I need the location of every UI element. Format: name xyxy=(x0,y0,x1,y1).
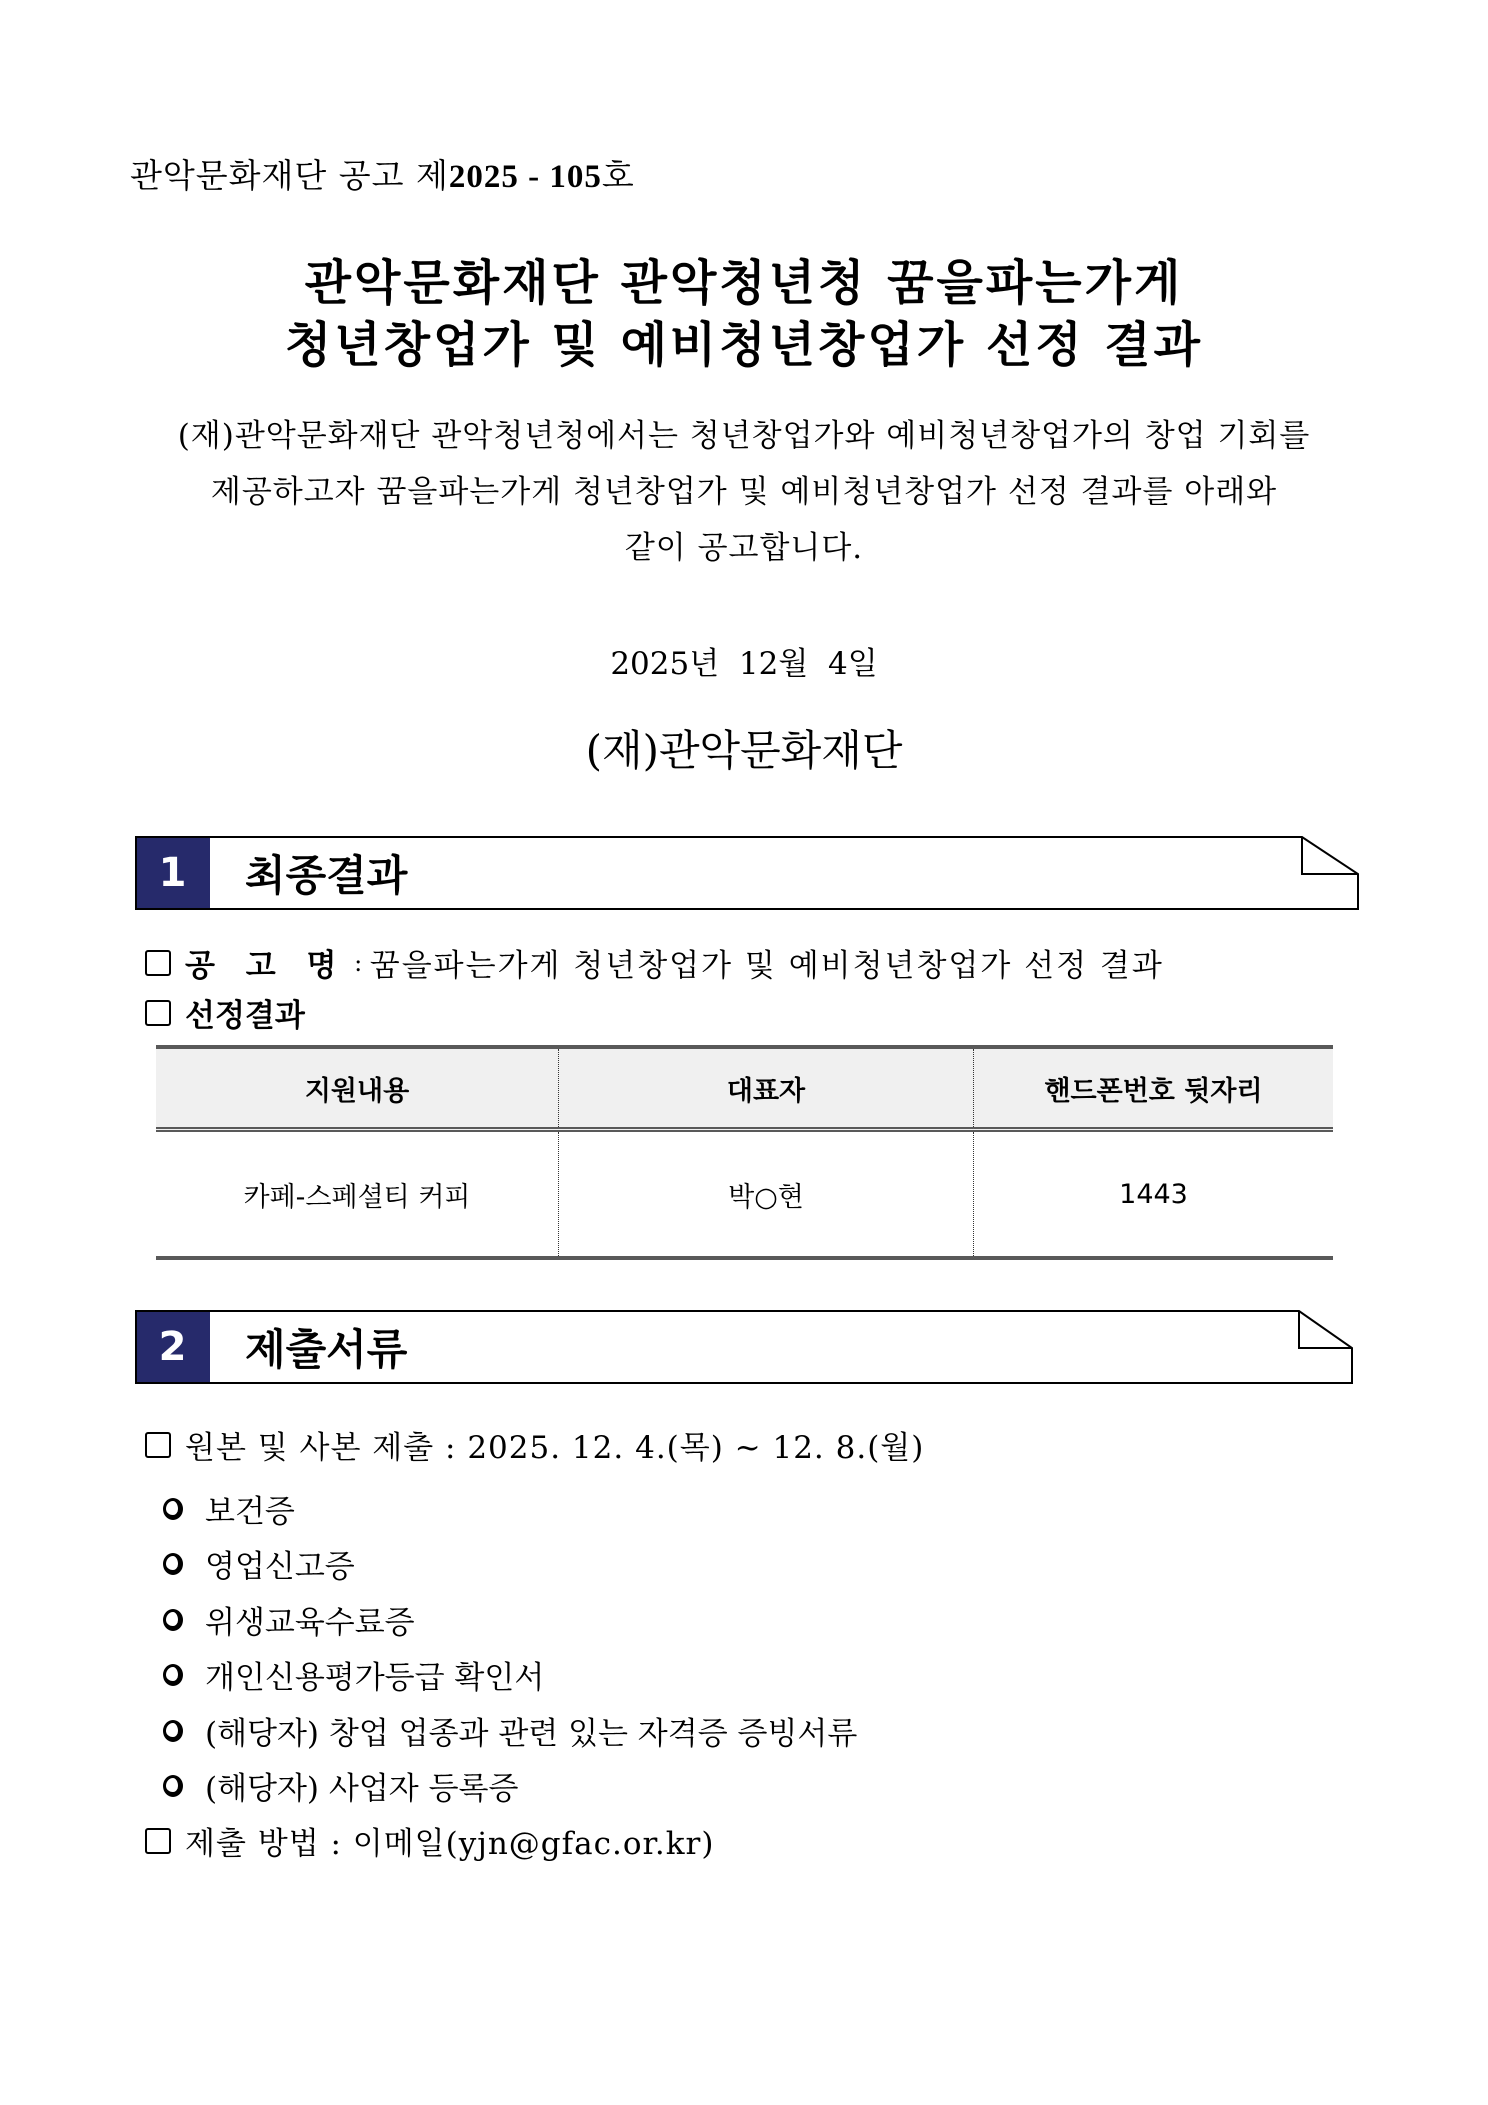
page-title-line-1: 관악문화재단 관악청년청 꿈을파는가게 xyxy=(304,255,1184,311)
document-item xyxy=(163,1652,544,1697)
table-header-row xyxy=(156,1047,1333,1130)
document-item xyxy=(163,1763,518,1808)
page-title-line-2: 청년창업가 및 예비청년창업가 선정 결과 xyxy=(284,317,1204,373)
square-bullet-icon xyxy=(145,950,171,976)
document-item xyxy=(163,1486,295,1531)
circle-bullet-icon xyxy=(163,1664,183,1686)
submission-method-item xyxy=(145,1818,714,1863)
notice-number xyxy=(130,150,635,197)
document-label: (해당자) 창업 업종과 관련 있는 자격증 증빙서류 xyxy=(205,1716,858,1752)
table-row xyxy=(156,1130,1333,1259)
notice-number-value: 2025 - 105 xyxy=(448,159,602,195)
separator: : xyxy=(346,948,370,977)
notice-name-label: 공 고 명 xyxy=(185,948,347,984)
column-header-representative: 대표자 xyxy=(559,1047,974,1130)
result-table xyxy=(156,1045,1333,1260)
submission-method-text: 제출 방법 : 이메일(yjn@gfac.or.kr) xyxy=(185,1826,715,1862)
circle-bullet-icon xyxy=(163,1720,183,1742)
section-header-1 xyxy=(135,836,1359,910)
document-item xyxy=(163,1597,415,1642)
organization-name: (재)관악문화재단 xyxy=(585,726,903,775)
selection-result-label: 선정결과 xyxy=(185,998,305,1034)
section-title: 제출서류 xyxy=(245,1325,408,1374)
document-label: 위생교육수료증 xyxy=(205,1605,415,1641)
section-title: 최종결과 xyxy=(245,851,408,900)
cell-representative: 박○현 xyxy=(559,1130,974,1259)
circle-bullet-icon xyxy=(163,1553,183,1575)
document-label: (해당자) 사업자 등록증 xyxy=(205,1771,519,1807)
column-header-support: 지원내용 xyxy=(156,1047,559,1130)
document-item xyxy=(163,1541,355,1586)
column-header-phone: 핸드폰번호 뒷자리 xyxy=(974,1047,1334,1130)
cell-support: 카페-스페셜티 커피 xyxy=(156,1130,559,1259)
section-number: 1 xyxy=(158,850,187,896)
notice-name-item xyxy=(145,940,1164,985)
section-header-2 xyxy=(135,1310,1353,1384)
circle-bullet-icon xyxy=(163,1498,183,1520)
square-bullet-icon xyxy=(145,1000,171,1026)
square-bullet-icon xyxy=(145,1432,171,1458)
document-label: 보건증 xyxy=(205,1494,295,1530)
announcement-date: 2025년 12월 4일 xyxy=(610,646,878,682)
document-label: 개인신용평가등급 확인서 xyxy=(205,1660,545,1696)
intro-line-2: 제공하고자 꿈을파는가게 청년창업가 및 예비청년창업가 선정 결과를 아래와 xyxy=(210,474,1278,510)
document-label: 영업신고증 xyxy=(205,1549,355,1585)
notice-name-value: 꿈을파는가게 청년창업가 및 예비청년창업가 선정 결과 xyxy=(369,948,1164,984)
circle-bullet-icon xyxy=(163,1609,183,1631)
selection-result-item xyxy=(145,990,305,1035)
square-bullet-icon xyxy=(145,1828,171,1854)
submission-period-text: 원본 및 사본 제출 : 2025. 12. 4.(목) ~ 12. 8.(월) xyxy=(185,1430,925,1466)
submission-period-item xyxy=(145,1422,924,1467)
circle-bullet-icon xyxy=(163,1775,183,1797)
intro-line-3: 같이 공고합니다. xyxy=(624,530,864,566)
intro-line-1: (재)관악문화재단 관악청년청에서는 청년창업가와 예비청년창업가의 창업 기회를 xyxy=(177,418,1311,454)
notice-suffix: 호 xyxy=(601,156,635,195)
document-item xyxy=(163,1708,857,1753)
section-number: 2 xyxy=(158,1324,187,1370)
cell-phone: 1443 xyxy=(974,1130,1334,1259)
notice-prefix: 관악문화재단 공고 제 xyxy=(130,156,449,195)
